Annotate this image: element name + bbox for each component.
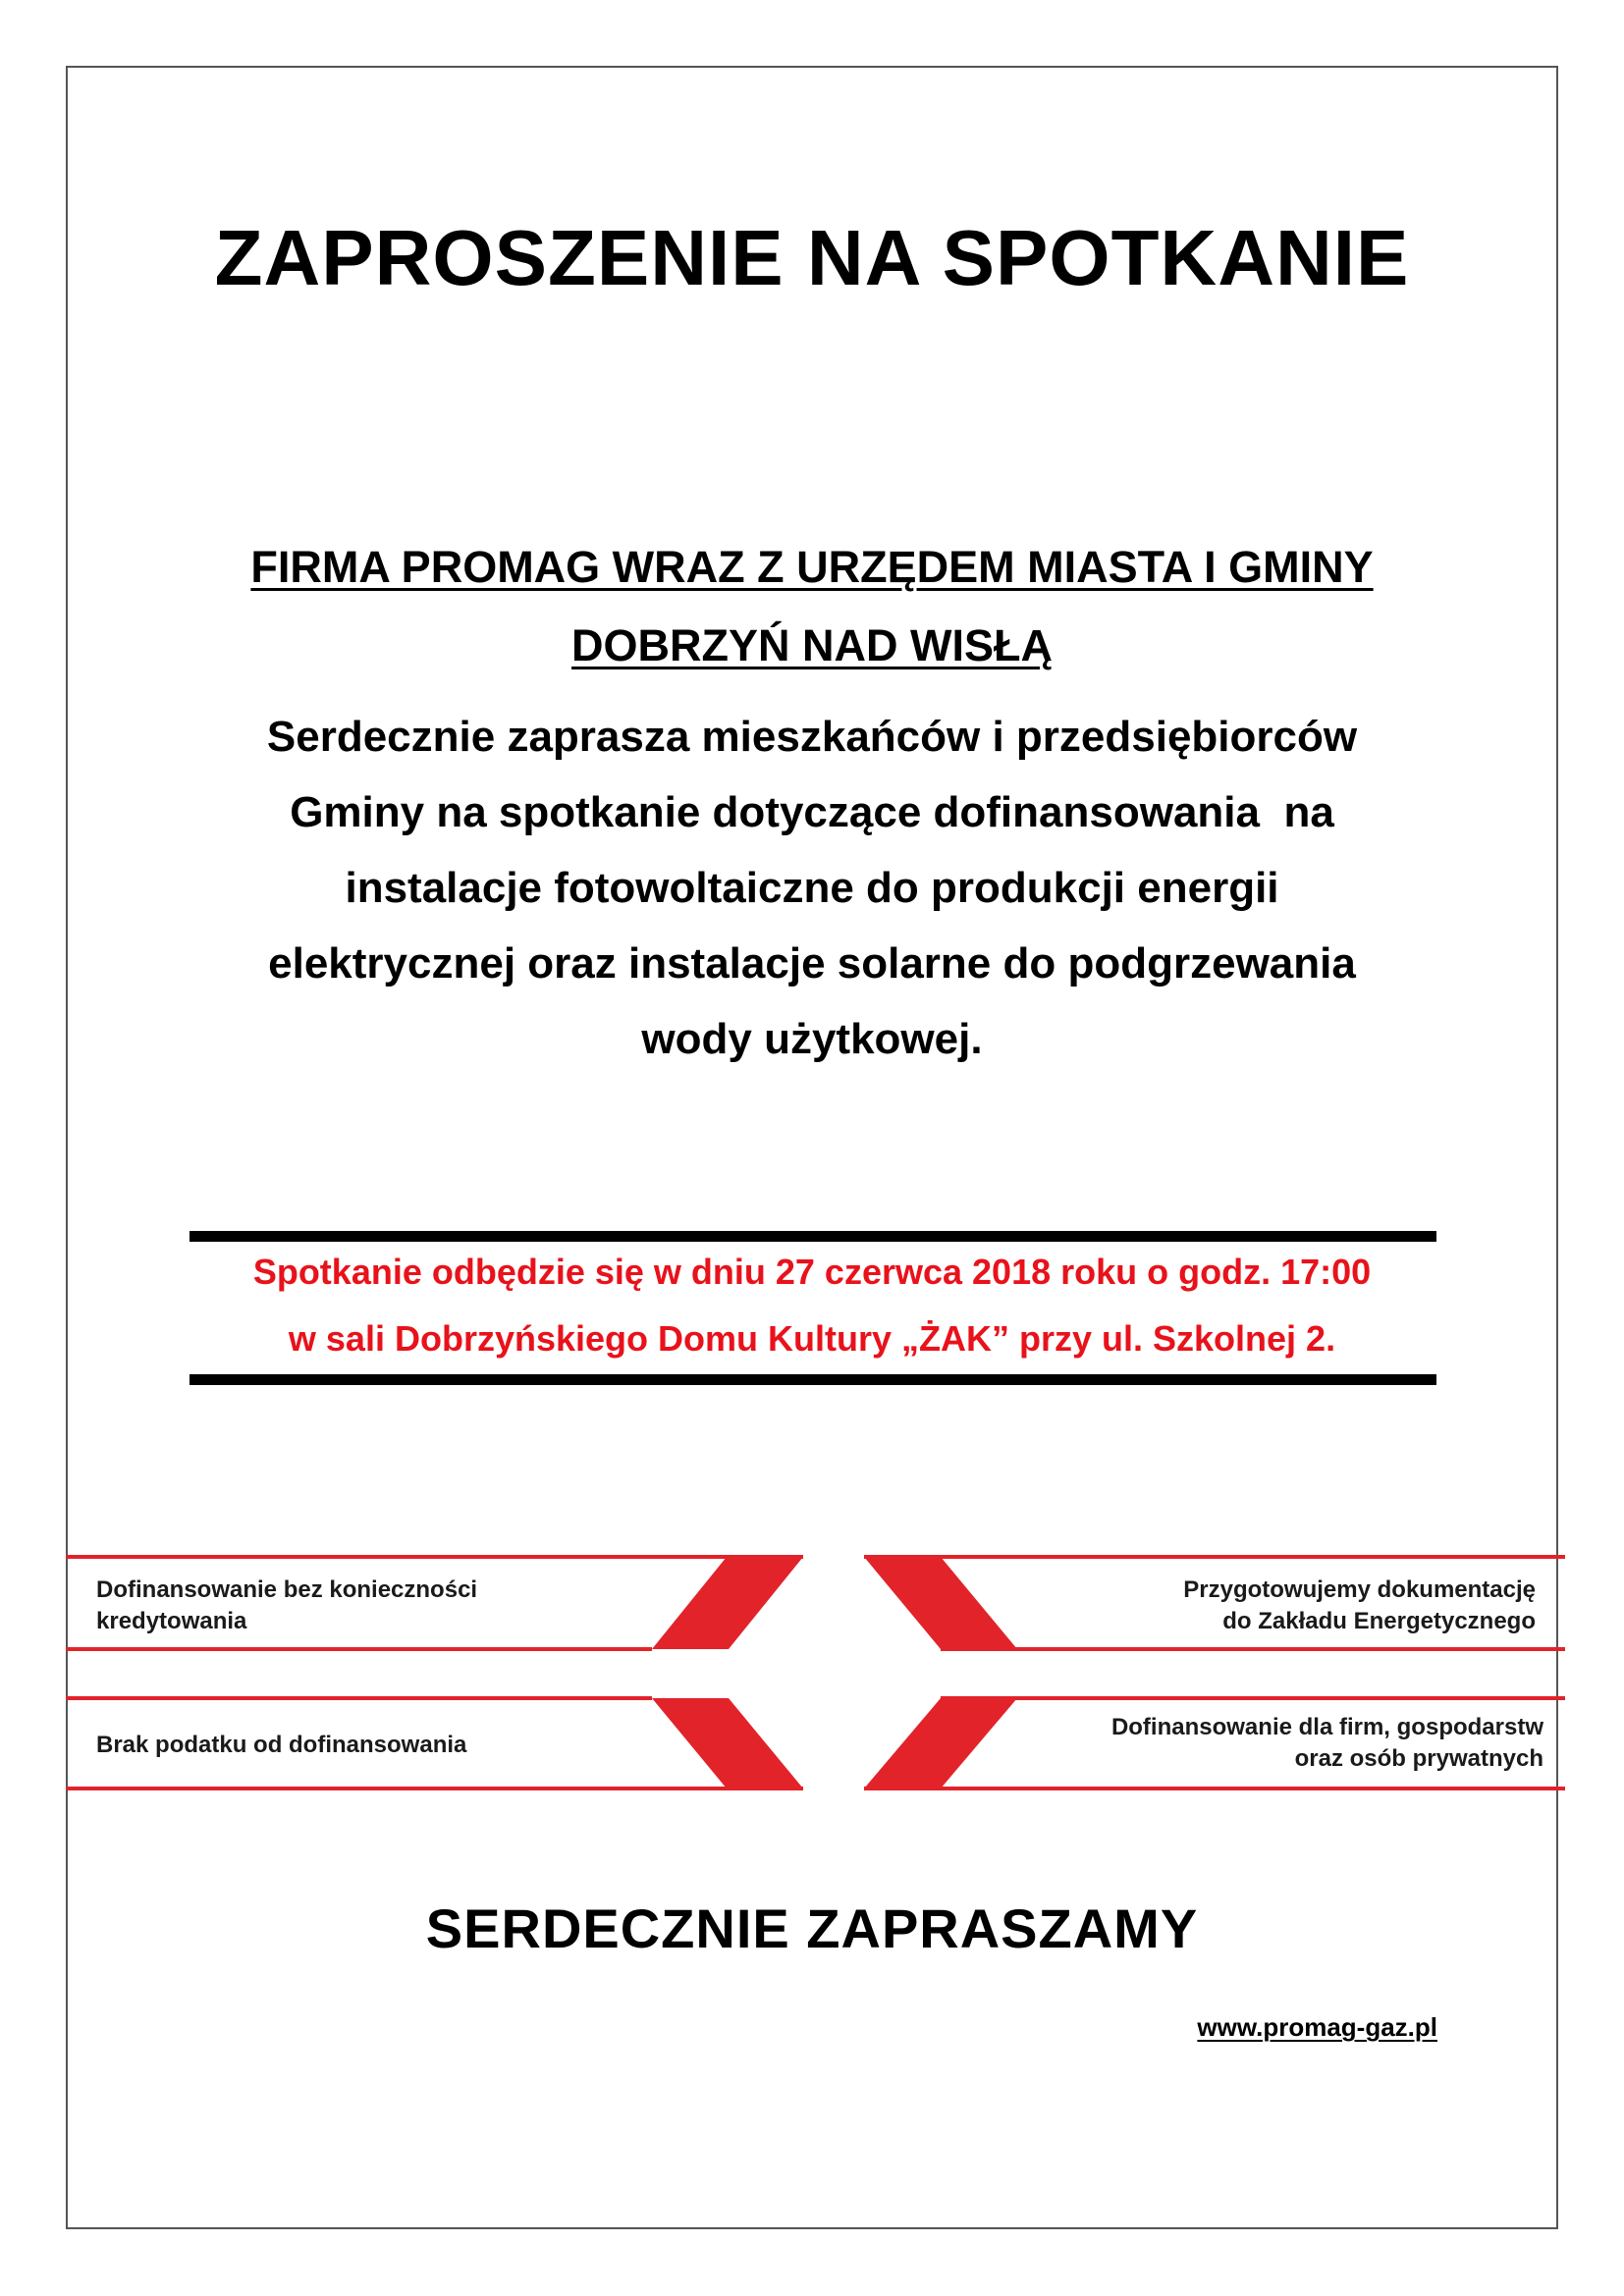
closing-heading: SERDECZNIE ZAPRASZAMY (425, 1897, 1199, 1959)
organizer-line-2: DOBRZYŃ NAD WISŁĄ (571, 620, 1053, 670)
organizer-heading (66, 528, 1558, 685)
feature-top-right (1183, 1575, 1536, 1637)
feature-bottom-left (96, 1730, 466, 1761)
feature-line: kredytowania (96, 1608, 247, 1634)
invitation-line: Serdecznie zaprasza mieszkańców i przedsiębiorców (266, 713, 1358, 761)
feature-line: do Zakładu Energetycznego (1222, 1608, 1536, 1634)
invitation-line: instalacje fotowoltaiczne do produkcji energii (345, 864, 1279, 912)
feature-bottom-right (1111, 1712, 1543, 1775)
website-link[interactable]: www.promag-gaz.pl (1197, 2012, 1437, 2042)
meeting-details (66, 1239, 1558, 1372)
invitation-line: elektrycznej oraz instalacje solarne do podgrzewania (268, 939, 1356, 988)
feature-top-left (96, 1575, 477, 1637)
feature-line: Brak podatku od dofinansowania (96, 1732, 467, 1758)
meeting-line-2: w sali Dobrzyńskiego Domu Kultury „ŻAK” przy ul. Szkolnej 2. (288, 1318, 1336, 1359)
feature-line: Dofinansowanie bez konieczności (96, 1576, 478, 1603)
organizer-line-1: FIRMA PROMAG WRAZ Z URZĘDEM MIASTA I GMINY (250, 542, 1374, 592)
meeting-line-1: Spotkanie odbędzie się w dniu 27 czerwca 2018 roku o godz. 17:00 (252, 1252, 1372, 1292)
invitation-line: Gminy na spotkanie dotyczące dofinansowania na (290, 788, 1334, 836)
feature-line: Przygotowujemy dokumentację (1183, 1576, 1536, 1603)
feature-line: Dofinansowanie dla firm, gospodarstw (1110, 1714, 1543, 1740)
document-title: ZAPROSZENIE NA SPOTKANIE (214, 214, 1410, 301)
invitation-text (177, 699, 1447, 1077)
divider-bottom (189, 1374, 1436, 1385)
invitation-line: wody użytkowej. (641, 1015, 983, 1063)
feature-line: oraz osób prywatnych (1294, 1745, 1543, 1772)
